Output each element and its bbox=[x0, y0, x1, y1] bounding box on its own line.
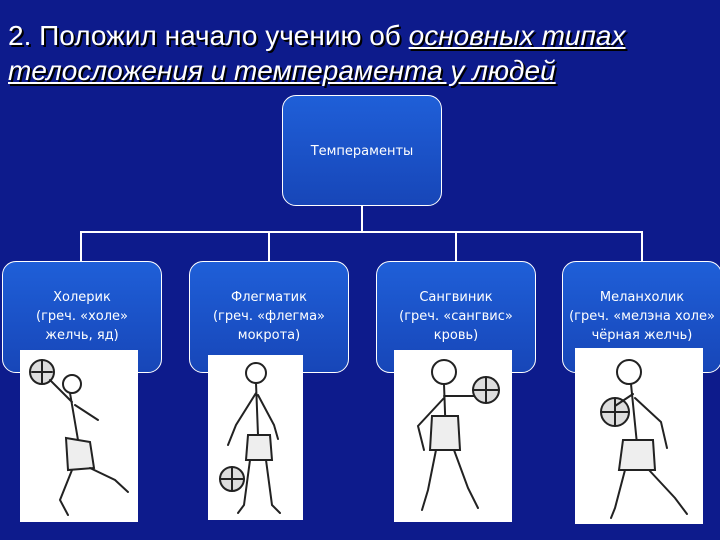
node-etymology: (греч. «сангвис» bbox=[399, 309, 513, 324]
node-name: Холерик bbox=[53, 290, 111, 305]
node-meaning: желчь, яд) bbox=[45, 328, 119, 343]
node-etymology: (греч. «холе» bbox=[36, 309, 128, 324]
node-meaning: чёрная желчь) bbox=[591, 328, 693, 343]
title-prefix: 2. Положил начало учению об bbox=[8, 20, 409, 51]
connector-drop-1 bbox=[80, 231, 82, 261]
phlegmatic-basketball-player-icon bbox=[208, 355, 303, 520]
node-name: Меланхолик bbox=[599, 290, 685, 305]
node-meaning: кровь) bbox=[433, 328, 479, 343]
connector-horizontal bbox=[80, 231, 642, 233]
slide-title bbox=[8, 18, 668, 88]
node-name: Сангвиник bbox=[419, 290, 493, 305]
root-node-temperaments bbox=[282, 95, 442, 206]
connector-root-stem bbox=[361, 206, 363, 232]
title-emphasis: основных типах телосложения и темперамента у людей bbox=[8, 20, 626, 86]
sanguine-basketball-player-icon bbox=[394, 350, 512, 522]
connector-drop-4 bbox=[641, 231, 643, 261]
connector-drop-3 bbox=[455, 231, 457, 261]
root-label: Темпераменты bbox=[310, 144, 414, 159]
node-meaning: мокрота) bbox=[237, 328, 301, 343]
choleric-basketball-player-icon bbox=[20, 350, 138, 522]
node-etymology: (греч. «мелэна холе» bbox=[569, 309, 715, 324]
node-etymology: (греч. «флегма» bbox=[212, 309, 326, 324]
node-name: Флегматик bbox=[231, 290, 307, 305]
connector-drop-2 bbox=[268, 231, 270, 261]
melancholic-basketball-player-icon bbox=[575, 348, 703, 524]
